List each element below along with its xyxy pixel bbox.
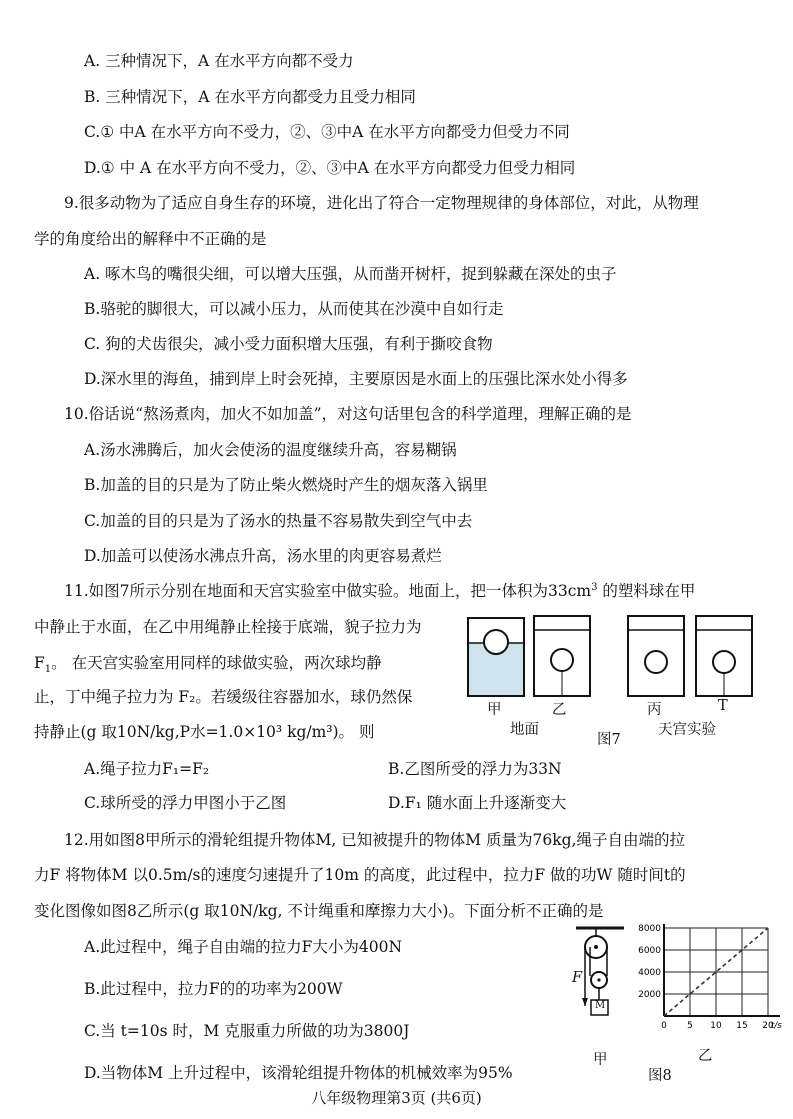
q11-line3-tail: 。 在天宫实验室用同样的球做实验，两次球均静: [51, 654, 382, 672]
q12-line3: 变化图像如图8乙所示(g 取10N/kg, 不计绳重和摩擦力大小)。下面分析不正确的是: [34, 902, 604, 920]
y-tick-label: 6000: [638, 946, 661, 956]
label-yi-8: 乙: [698, 1048, 713, 1064]
q11-option-c: C.球所受的浮力甲图小于乙图: [84, 794, 287, 812]
x-tick-label: 20: [762, 1021, 774, 1031]
label-jia: 甲: [487, 702, 502, 718]
work-time-graph: [638, 924, 782, 1031]
figure-8: [560, 918, 792, 1088]
q11-line3: [34, 652, 382, 674]
q12-option-d: D.当物体M 上升过程中，该滑轮组提升物体的机械效率为95%: [84, 1064, 513, 1082]
page-footer: 八年级物理第3页 (共6页): [311, 1089, 482, 1107]
x-tick-label: 10: [710, 1021, 722, 1031]
q11-line3-text: F: [34, 654, 45, 672]
q11-line1-superscript: 3: [591, 581, 598, 593]
q9-option-d: D.深水里的海鱼，捕到岸上时会死掉，主要原因是水面上的压强比深水处小得多: [84, 370, 628, 388]
q10-option-d: D.加盖可以使汤水沸点升高，汤水里的肉更容易煮烂: [84, 547, 442, 565]
q12-option-a: A.此过程中，绳子自由端的拉力F大小为400N: [84, 938, 403, 956]
q11-option-b: B.乙图所受的浮力为33N: [388, 760, 562, 778]
q9-stem-line2: 学的角度给出的解释中不正确的是: [34, 230, 267, 248]
q11-line1: [64, 580, 695, 602]
y-tick-label: 4000: [638, 968, 661, 978]
q11-line1-tail: 的塑料球在甲: [597, 582, 696, 600]
q12-line1: 12.用如图8甲所示的滑轮组提升物体M, 已知被提升的物体M 质量为76kg,绳子自由端的拉: [64, 831, 686, 849]
q12-option-c: C.当 t=10s 时，M 克服重力所做的功为3800J: [84, 1022, 410, 1040]
q9-option-c: C. 狗的犬齿很尖，减小受力面积增大压强，有利于撕咬食物: [84, 335, 493, 353]
q10-stem: 10.俗话说“熬汤煮肉，加火不如加盖”，对这句话里包含的科学道理，理解正确的是: [64, 405, 632, 423]
label-ding: T: [718, 698, 728, 714]
q10-option-c: C.加盖的目的只是为了汤水的热量不容易散失到空气中去: [84, 512, 473, 530]
container-ding: [696, 616, 752, 696]
q11-option-d: D.F₁ 随水面上升逐渐变大: [388, 794, 567, 812]
q9-stem-line1: 9.很多动物为了适应自身生存的环境，进化出了符合一定物理规律的身体部位，对此，从物理: [64, 194, 699, 212]
q11-line4: 止，丁中绳子拉力为 F₂。若缓级往容器加水，球仍然保: [34, 688, 413, 706]
q8-option-d: D.① 中 A 在水平方向不受力，②、③中A 在水平方向都受力但受力相同: [84, 159, 576, 177]
figure-7: [460, 610, 790, 748]
label-force-f: F: [572, 970, 583, 986]
x-tick-label: 5: [687, 1021, 693, 1031]
q10-option-b: B.加盖的目的只是为了防止柴火燃烧时产生的烟灰落入锅里: [84, 476, 488, 494]
q8-option-a: A. 三种情况下，A 在水平方向都不受力: [84, 52, 354, 70]
x-tick-label: 15: [736, 1021, 748, 1031]
q11-line5: 持静止(g 取10N/kg,P水=1.0×10³ kg/m³)。 则: [34, 723, 375, 741]
q11-line1-text: 11.如图7所示分别在地面和天宫实验室中做实验。地面上，把一体积为33cm: [64, 582, 592, 600]
q11-line3-subscript: 1: [44, 664, 52, 676]
label-bing: 丙: [647, 702, 662, 718]
label-figure-8: 图8: [648, 1068, 672, 1084]
q12-option-b: B.此过程中，拉力F的的功率为200W: [84, 980, 343, 998]
label-figure-7: 图7: [597, 732, 621, 748]
container-bing: [628, 616, 684, 696]
y-tick-label: 2000: [638, 990, 661, 1000]
label-ground: 地面: [510, 722, 539, 738]
q8-option-b: B. 三种情况下，A 在水平方向都受力且受力相同: [84, 88, 416, 106]
q8-option-c: C.① 中A 在水平方向不受力，②、③中A 在水平方向都受力但受力不同: [84, 123, 570, 141]
label-jia-8: 甲: [593, 1052, 608, 1068]
label-yi: 乙: [552, 702, 567, 718]
q12-line2: 力F 将物体M 以0.5m/s的速度匀速提升了10m 的高度，此过程中，拉力F 做的功W 随时间t的: [34, 866, 686, 884]
label-object-m: M: [595, 1000, 606, 1011]
y-tick-label: 8000: [638, 924, 661, 934]
q11-line2: 中静止于水面，在乙中用绳静止栓接于底端，貌子拉力为: [34, 618, 422, 636]
q10-option-a: A.汤水沸腾后，加火会使汤的温度继续升高，容易糊锅: [84, 441, 457, 459]
x-tick-label: 0: [661, 1021, 667, 1031]
label-space-lab: 天宫实验: [658, 722, 716, 738]
q9-option-b: B.骆驼的脚很大，可以减小压力，从而使其在沙漠中自如行走: [84, 300, 504, 318]
container-jia: [468, 618, 524, 696]
q9-option-a: A. 啄木鸟的嘴很尖细，可以增大压强，从而凿开树杆，捉到躲藏在深处的虫子: [84, 265, 617, 283]
container-yi: [534, 616, 590, 696]
q11-option-a: A.绳子拉力F₁=F₂: [84, 760, 210, 778]
x-axis-unit: t/s: [770, 1021, 782, 1031]
